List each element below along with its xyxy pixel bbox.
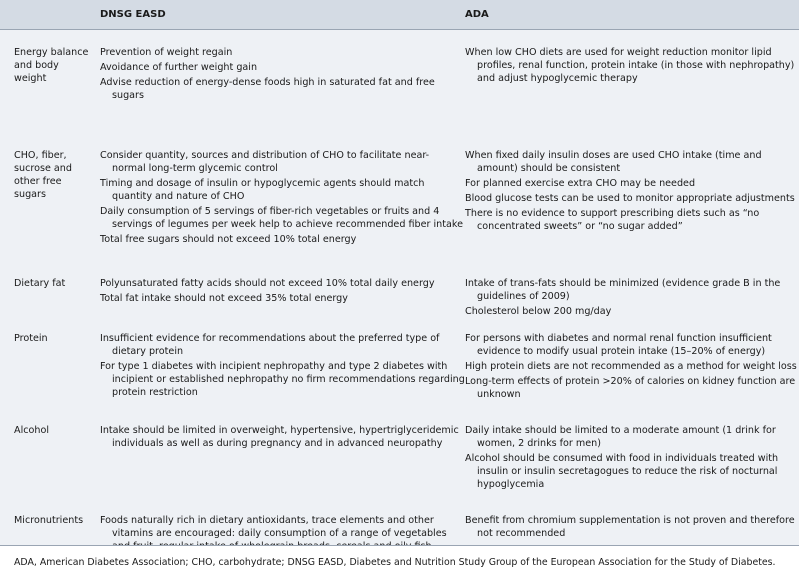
- category-line: Micronutrients: [14, 515, 84, 526]
- recommendation-item: [465, 46, 795, 85]
- recommendation-line: incipient or established nephropathy no firm recommendations regarding: [112, 374, 465, 385]
- recommendation-item: [100, 177, 452, 203]
- recommendation-line: Insufficient evidence for recommendations about the preferred type of: [100, 333, 440, 344]
- recommendation-line: not recommended: [477, 528, 566, 539]
- recommendation-item: [100, 61, 452, 74]
- category-cell: [14, 277, 94, 290]
- dnsg-cell: [100, 277, 452, 307]
- recommendation-item: [465, 277, 785, 303]
- recommendation-line: insulin or insulin secretagogues to reduce the risk of nocturnal: [477, 466, 778, 477]
- recommendation-item: [465, 177, 785, 190]
- recommendation-line: For planned exercise extra CHO may be needed: [465, 178, 696, 189]
- recommendation-line: Daily intake should be limited to a moderate amount (1 drink for: [465, 425, 776, 436]
- recommendation-line: For persons with diabetes and normal renal function insufficient: [465, 333, 772, 344]
- recommendation-line: Polyunsaturated fatty acids should not exceed 10% total daily energy: [100, 278, 435, 289]
- recommendation-line: sugars: [112, 90, 144, 101]
- recommendation-line: Foods naturally rich in dietary antioxidants, trace elements and other: [100, 515, 434, 526]
- header-dnsg-easd: DNSG EASD: [100, 9, 166, 20]
- recommendation-line: servings of legumes per week help to achieve recommended fiber intake: [112, 219, 463, 230]
- recommendation-line: There is no evidence to support prescribing diets such as “no: [465, 208, 760, 219]
- recommendation-item: [465, 192, 795, 205]
- recommendation-item: [465, 332, 785, 358]
- recommendation-item: [465, 305, 785, 318]
- category-cell: [14, 514, 94, 527]
- recommendation-line: hypoglycemia: [477, 479, 545, 490]
- recommendation-line: women, 2 drinks for men): [477, 438, 601, 449]
- recommendation-item: [100, 205, 463, 231]
- ada-cell: [465, 332, 797, 403]
- dnsg-cell: [100, 46, 452, 104]
- footnote-text: ADA, American Diabetes Association; CHO, carbohydrate; DNSG EASD, Diabetes and Nutrition Study Group of the European Association for the Study of Diabetes.: [14, 557, 776, 568]
- recommendation-line: Intake should be limited in overweight, hypertensive, hypertriglyceridemic: [100, 425, 459, 436]
- recommendation-line: Total fat intake should not exceed 35% total energy: [100, 293, 348, 304]
- recommendation-line: evidence to modify usual protein intake (15–20% of energy): [477, 346, 766, 357]
- category-line: and body: [14, 60, 59, 71]
- recommendation-item: [100, 360, 465, 399]
- category-line: sugars: [14, 189, 46, 200]
- category-line: other free: [14, 176, 62, 187]
- category-cell: [14, 424, 94, 437]
- recommendation-line: Alcohol should be consumed with food in individuals treated with: [465, 453, 779, 464]
- recommendation-line: Daily consumption of 5 servings of fiber-rich vegetables or fruits and 4: [100, 206, 440, 217]
- recommendation-item: [465, 375, 796, 401]
- category-cell: [14, 332, 94, 345]
- recommendation-line: Benefit from chromium supplementation is not proven and therefore: [465, 515, 795, 526]
- header-ada: ADA: [465, 9, 489, 20]
- recommendation-line: When low CHO diets are used for weight reduction monitor lipid: [465, 47, 772, 58]
- category-cell: [14, 149, 94, 201]
- category-line: CHO, fiber,: [14, 150, 67, 161]
- ada-cell: [465, 514, 795, 542]
- recommendation-line: protein restriction: [112, 387, 198, 398]
- ada-cell: [465, 277, 785, 320]
- recommendation-item: [100, 233, 452, 246]
- ada-cell: [465, 149, 795, 235]
- table-footnote: [0, 545, 799, 580]
- recommendation-line: quantity and nature of CHO: [112, 191, 245, 202]
- recommendation-line: For type 1 diabetes with incipient nephropathy and type 2 diabetes with: [100, 361, 448, 372]
- recommendation-item: [100, 292, 452, 305]
- recommendation-line: Cholesterol below 200 mg/day: [465, 306, 612, 317]
- recommendation-line: Avoidance of further weight gain: [100, 62, 258, 73]
- recommendation-line: concentrated sweets” or “no sugar added”: [477, 221, 683, 232]
- category-line: weight: [14, 73, 47, 84]
- recommendation-item: [100, 277, 452, 290]
- category-line: Energy balance: [14, 47, 89, 58]
- table-row: [0, 277, 799, 329]
- recommendation-item: [100, 149, 452, 175]
- table-row: [0, 332, 799, 422]
- recommendation-line: Timing and dosage of insulin or hypoglycemic agents should match: [100, 178, 425, 189]
- dnsg-cell: [100, 149, 463, 248]
- recommendation-item: [465, 452, 785, 491]
- category-line: Alcohol: [14, 425, 49, 436]
- recommendation-line: profiles, renal function, protein intake (in those with nephropathy): [477, 60, 795, 71]
- recommendation-item: [100, 424, 459, 450]
- recommendation-line: unknown: [477, 389, 521, 400]
- recommendation-line: Intake of trans-fats should be minimized (evidence grade B in the: [465, 278, 781, 289]
- recommendation-line: Blood glucose tests can be used to monitor appropriate adjustments: [465, 193, 795, 204]
- table-row: [0, 46, 799, 146]
- ada-cell: [465, 46, 795, 87]
- category-line: sucrose and: [14, 163, 72, 174]
- recommendation-line: normal long-term glycemic control: [112, 163, 278, 174]
- recommendation-line: Long-term effects of protein >20% of calories on kidney function are: [465, 376, 796, 387]
- dnsg-cell: [100, 424, 459, 452]
- recommendation-line: High protein diets are not recommended as a method for weight loss: [465, 361, 797, 372]
- recommendation-line: guidelines of 2009): [477, 291, 570, 302]
- category-line: Protein: [14, 333, 48, 344]
- table-row: [0, 424, 799, 512]
- recommendation-line: vitamins are encouraged: daily consumption of a range of vegetables: [112, 528, 447, 539]
- recommendation-line: dietary protein: [112, 346, 184, 357]
- recommendation-line: Consider quantity, sources and distribution of CHO to facilitate near-: [100, 150, 430, 161]
- recommendation-item: [100, 46, 452, 59]
- category-cell: [14, 46, 94, 85]
- table-row: [0, 149, 799, 274]
- recommendation-line: Prevention of weight regain: [100, 47, 233, 58]
- recommendation-line: and adjust hypoglycemic therapy: [477, 73, 638, 84]
- recommendation-line: Advise reduction of energy-dense foods high in saturated fat and free: [100, 77, 435, 88]
- dnsg-cell: [100, 332, 465, 401]
- table-body: [0, 30, 799, 545]
- recommendation-line: amount) should be consistent: [477, 163, 621, 174]
- recommendation-line: When fixed daily insulin doses are used CHO intake (time and: [465, 150, 762, 161]
- category-line: Dietary fat: [14, 278, 66, 289]
- recommendation-line: individuals as well as during pregnancy and in advanced neuropathy: [112, 438, 443, 449]
- recommendation-item: [100, 76, 452, 102]
- recommendation-item: [465, 149, 785, 175]
- recommendation-item: [100, 332, 452, 358]
- recommendation-item: [465, 424, 785, 450]
- recommendation-item: [465, 514, 795, 540]
- recommendation-line: Total free sugars should not exceed 10% total energy: [100, 234, 357, 245]
- recommendation-item: [465, 360, 797, 373]
- ada-cell: [465, 424, 785, 493]
- recommendation-item: [465, 207, 785, 233]
- table-header: [0, 0, 799, 30]
